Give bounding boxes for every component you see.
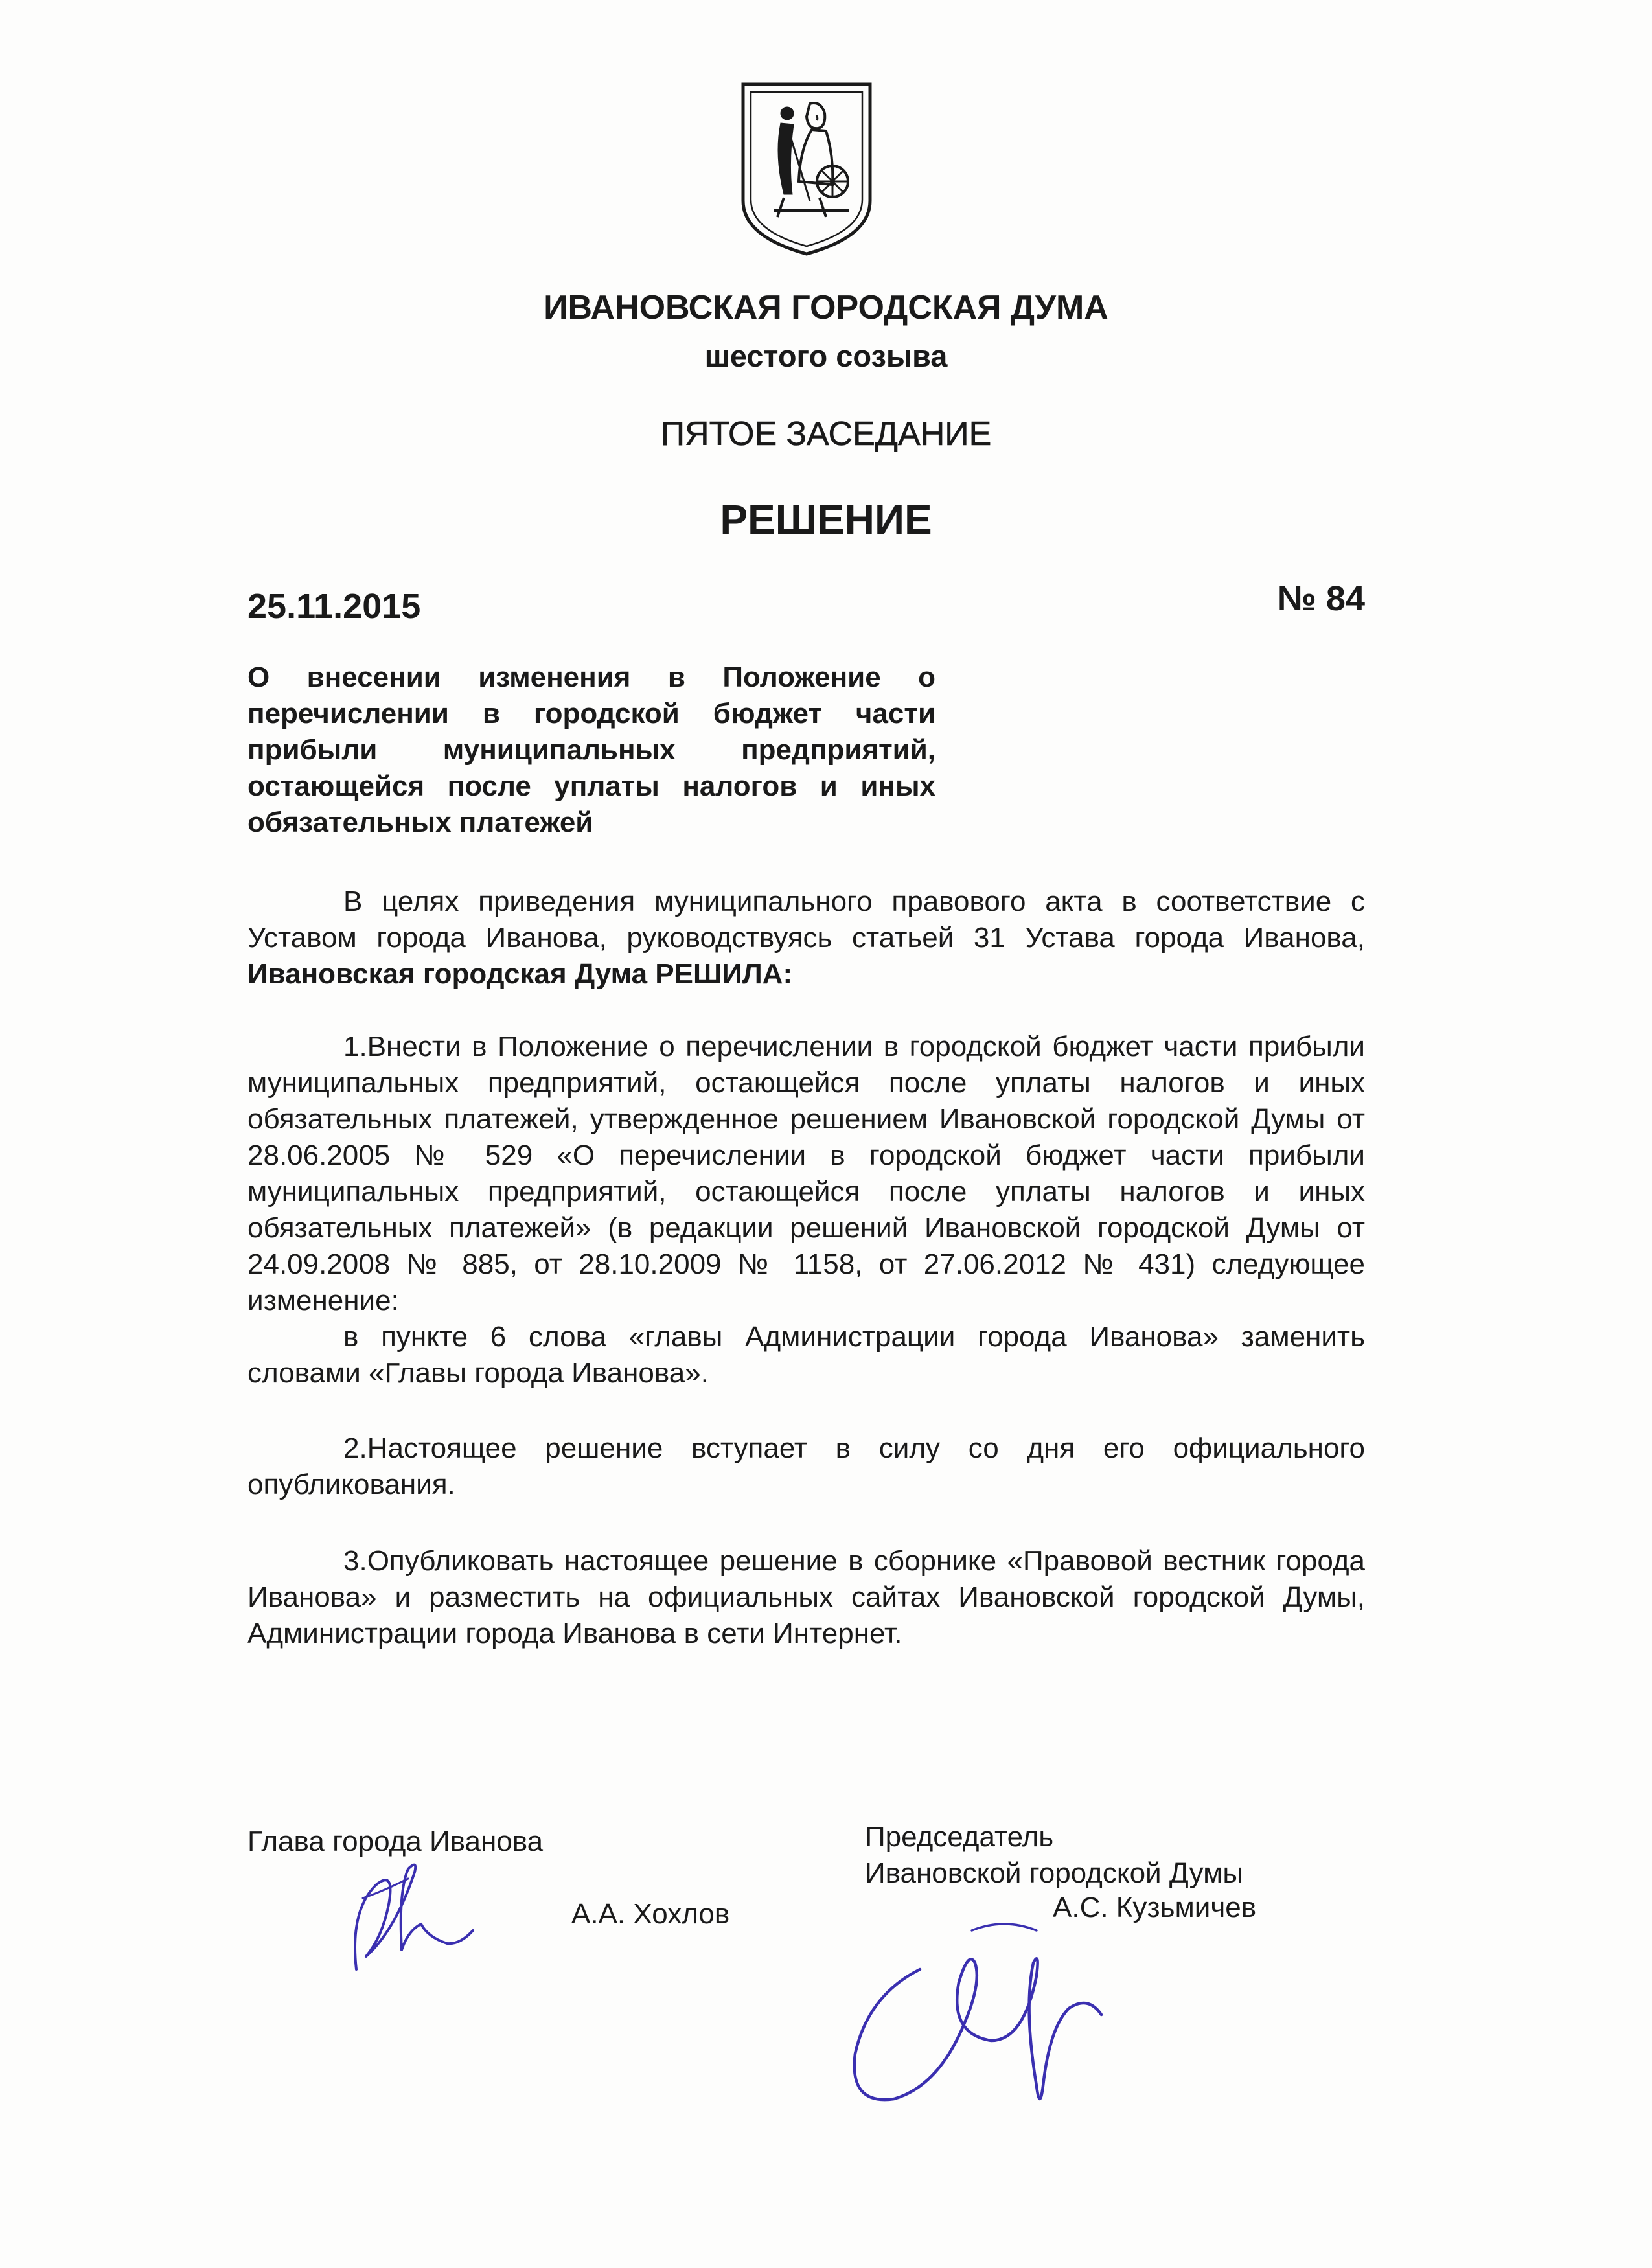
session-title: ПЯТОЕ ЗАСЕДАНИЕ — [660, 415, 992, 453]
document-type: РЕШЕНИЕ — [720, 496, 932, 543]
city-coat-of-arms-icon — [735, 78, 878, 259]
signatory-right-title — [865, 1819, 1243, 1892]
signatory-left-name: А.А. Хохлов — [571, 1898, 730, 1930]
convocation: шестого созыва — [704, 339, 948, 373]
clause-3: 3.Опубликовать настоящее решение в сборнике «Правовой вестник города Иванова» и разместить на официальных сайтах Ивановской городской Думы, Администрации города Иванова в сети Интернет. — [247, 1545, 1365, 1649]
signatory-right-title-line-1: Председатель — [865, 1821, 1054, 1853]
handwritten-signature-right — [842, 1892, 1121, 2138]
document-subject: О внесении изменения в Положение о перечислении в городской бюджет части прибыли муниципальных предприятий, остающейся после уплаты налогов и иных обязательных платежей — [247, 661, 935, 838]
clause-2: 2.Настоящее решение вступает в силу со дня его официального опубликования. — [247, 1432, 1365, 1500]
handwritten-signature-left — [337, 1833, 492, 1982]
organization-name: ИВАНОВСКАЯ ГОРОДСКАЯ ДУМА — [544, 289, 1108, 326]
preamble-text: В целях приведения муниципального правового акта в соответствие с Уставом города Иванова, руководствуясь статьей 31 Устава города Иванова, — [247, 886, 1365, 954]
signatory-left-title: Глава города Иванова — [247, 1826, 544, 1857]
signatory-right-title-line-2: Ивановской городской Думы — [865, 1857, 1244, 1889]
clause-1-amendment: в пункте 6 слова «главы Администрации города Иванова» заменить словами «Главы города Иванова». — [247, 1321, 1365, 1389]
clause-1: 1.Внести в Положение о перечислении в городской бюджет части прибыли муниципальных предприятий, остающейся после уплаты налогов и иных обязательных платежей, утвержденное решением Ивановской городской Думы от 28.06.2005 № 529 «О перечислении в городской бюджет части прибыли муниципальных предприятий, остающейся после уплаты налогов и иных обязательных платежей» (в редакции решений Ивановской городской Думы от 24.09.2008 № 885, от 28.10.2009 № 1158, от 27.06.2012 № 431) следующее изменение: — [247, 1031, 1365, 1316]
preamble — [247, 884, 1365, 992]
document-date: 25.11.2015 — [247, 587, 421, 626]
document-body — [247, 884, 1365, 1652]
preamble-resolution: Ивановская городская Дума РЕШИЛА: — [247, 958, 793, 990]
signatory-right-name: А.С. Кузьмичев — [1053, 1892, 1257, 1923]
document-number: № 84 — [1277, 579, 1365, 618]
